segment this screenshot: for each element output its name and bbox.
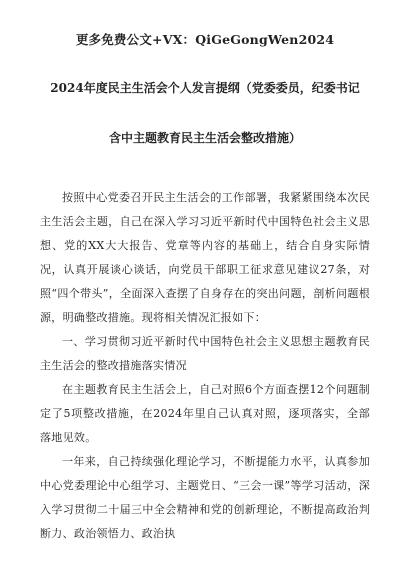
document-title-line-1: 2024年度民主生活会个人发言提纲（党委委员，纪委书记 (50, 81, 360, 95)
body-paragraph-intro: 按照中心党委召开民主生活会的工作部署，我紧紧围绕本次民主生活会主题，自己在深入学习习近平新时代中国特色社会主义思想、党的XX大大报告、党章等内容的基础上，结合自身实际情况，认真开展谈心谈话，向党员干部职工征求意见建议27条，对照“四个带头”，全面深入查摆了自身存在的突出问题，剖析问题根源，明确整改措施。现将相关情况汇报如下： (40, 191, 370, 324)
document-body (40, 186, 370, 546)
body-paragraph-3: 一年来，自己持续强化理论学习，不断提能力水平，认真参加中心党委理论中心组学习、主题党日、“三会一课”等学习活动，深入学习贯彻二十届三中全会精神和党的创新理论，不断提高政治判断力、政治领悟力、政治执 (40, 455, 370, 540)
section-heading-1: 一、学习贯彻习近平新时代中国特色社会主义思想主题教育民主生活会的整改措施落实情况 (40, 335, 370, 372)
watermark-header: 更多免费公文+VX：QiGeGongWen2024 (75, 32, 335, 47)
document-title-line-2: 含中主题教育民主生活会整改措施） (108, 131, 301, 145)
body-paragraph-2: 在主题教育民主生活会上，自己对照6个方面查摆12个问题制定了5项整改措施，在2024年里自己认真对照，逐项落实，全部落地见效。 (40, 383, 370, 444)
